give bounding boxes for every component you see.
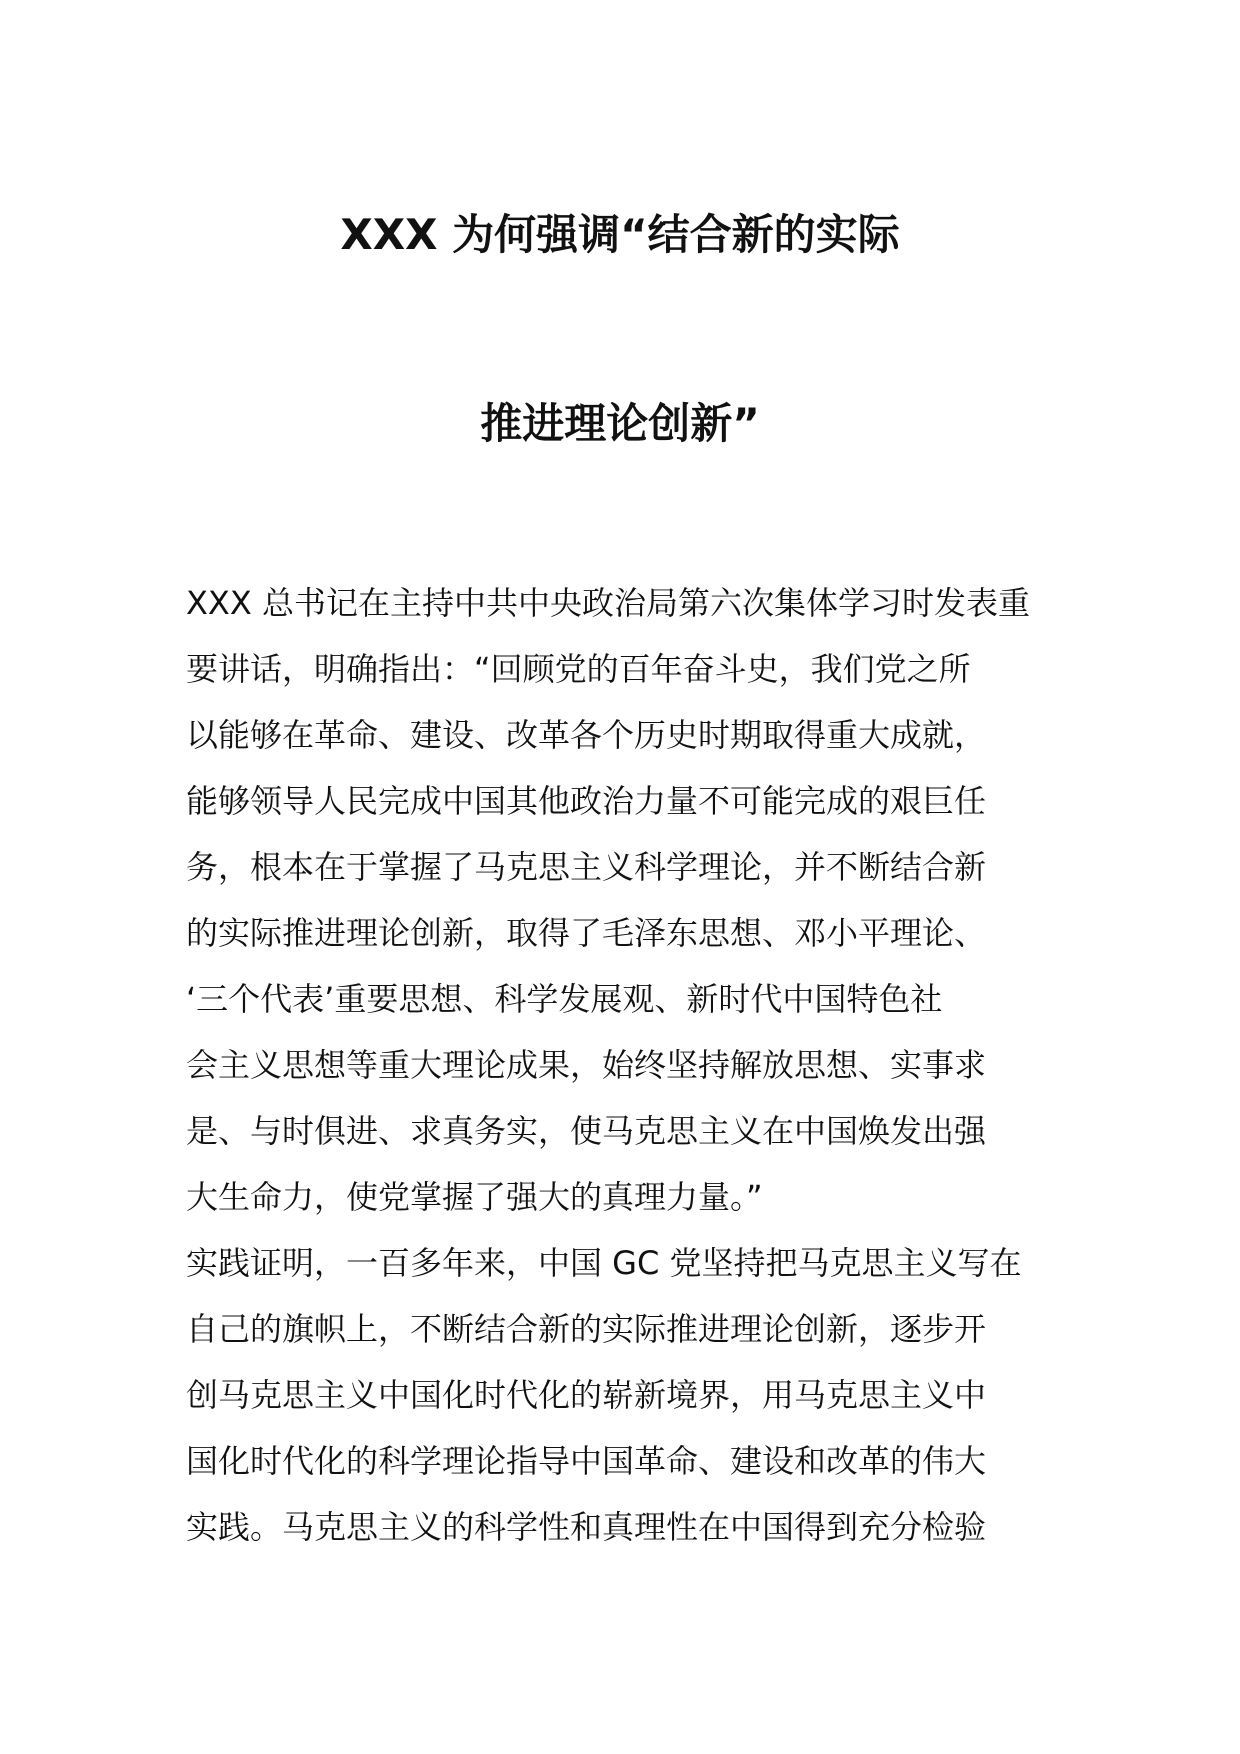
body-line: 实践证明，一百多年来，中国 GC 党坚持把马克思主义写在: [186, 1244, 1022, 1282]
body-line: 务，根本在于掌握了马克思主义科学理论，并不断结合新: [186, 848, 987, 886]
body-line: 会主义思想等重大理论成果，始终坚持解放思想、实事求: [186, 1046, 987, 1084]
body-line: 能够领导人民完成中国其他政治力量不可能完成的艰巨任: [186, 782, 987, 820]
body-line: 的实际推进理论创新，取得了毛泽东思想、邓小平理论、: [186, 914, 987, 952]
document-title-line-2: 推进理论创新”: [480, 399, 760, 448]
body-line: 实践。马克思主义的科学性和真理性在中国得到充分检验: [186, 1508, 987, 1546]
document-title-line-1: XXX 为何强调“结合新的实际: [340, 210, 900, 259]
body-line: 创马克思主义中国化时代化的崭新境界，用马克思主义中: [186, 1376, 987, 1414]
document-body: [186, 570, 1058, 1560]
body-line: 国化时代化的科学理论指导中国革命、建设和改革的伟大: [186, 1442, 987, 1480]
body-line: 自己的旗帜上，不断结合新的实际推进理论创新，逐步开: [186, 1310, 987, 1348]
body-line: 大生命力，使党掌握了强大的真理力量。”: [186, 1178, 763, 1216]
body-line: 要讲话，明确指出：“回顾党的百年奋斗史，我们党之所: [186, 650, 971, 688]
body-line: XXX 总书记在主持中共中央政治局第六次集体学习时发表重: [186, 584, 1030, 622]
body-line: 是、与时俱进、求真务实，使马克思主义在中国焕发出强: [186, 1112, 987, 1150]
body-line: 以能够在革命、建设、改革各个历史时期取得重大成就，: [186, 716, 987, 754]
body-line: ‘三个代表’重要思想、科学发展观、新时代中国特色社: [186, 980, 943, 1018]
